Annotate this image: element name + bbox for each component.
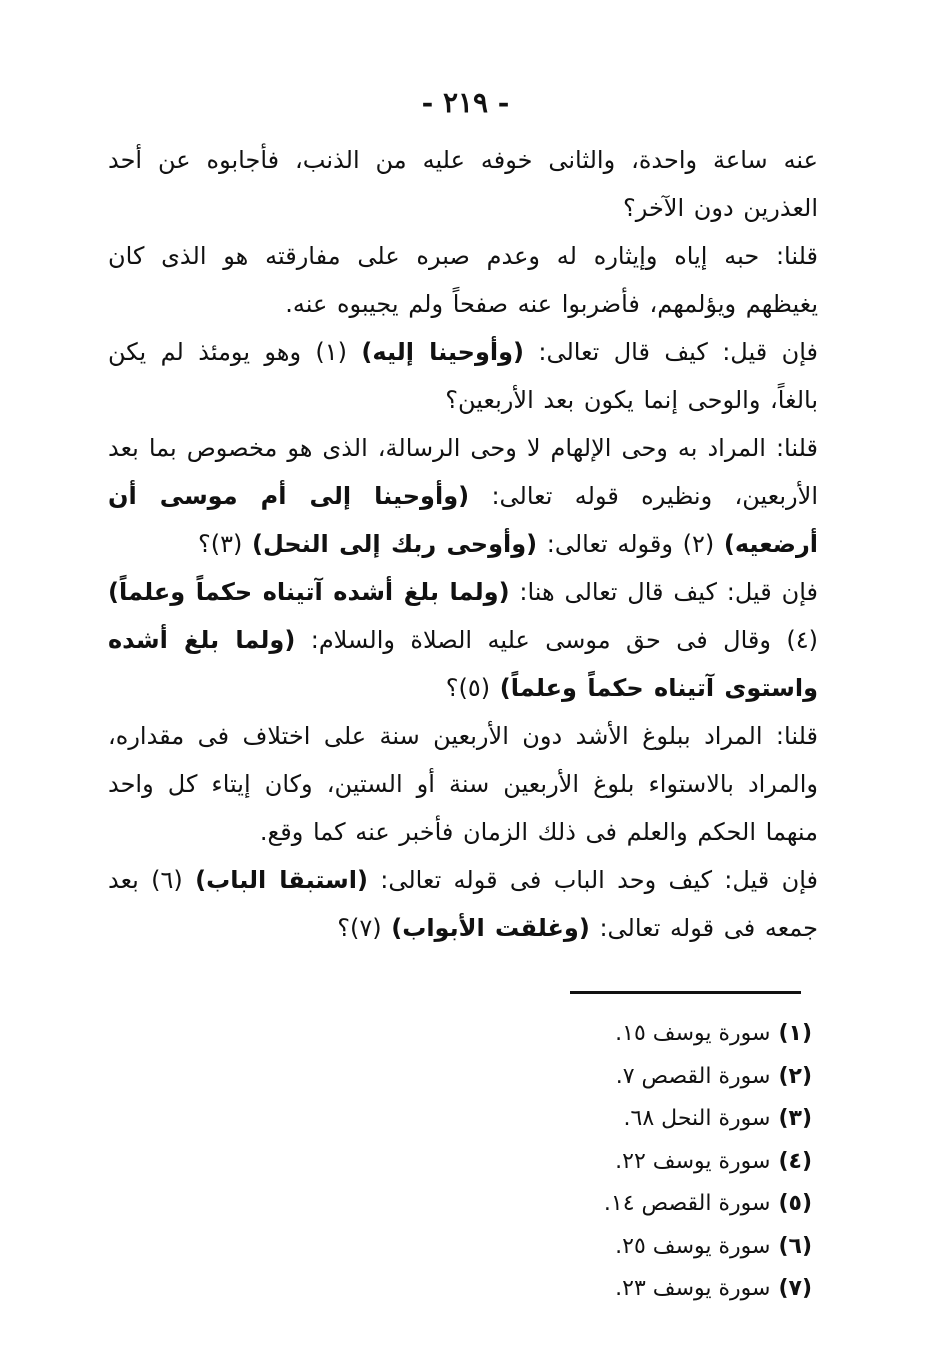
page-number: - ٢١٩ - — [421, 86, 510, 119]
text-run: فإن قيل: كيف وحد الباب فى قوله تعالى: — [367, 866, 818, 894]
footnote-text: سورة النحل ٦٨. — [623, 1106, 771, 1131]
footnote-number: (٤) — [778, 1148, 812, 1174]
footnote-separator — [570, 991, 801, 994]
footnote-number: (٦) — [778, 1233, 812, 1259]
footnote-text: سورة القصص ١٤. — [603, 1191, 771, 1216]
footnote-text: سورة يوسف ٢٣. — [615, 1276, 771, 1301]
quran-quote: (وأوحى ربك إلى النحل) — [252, 530, 538, 558]
footnote-text: سورة يوسف ٢٢. — [615, 1148, 771, 1174]
footnote-number: (١) — [778, 1021, 812, 1046]
footnote — [420, 1226, 812, 1269]
text-run: (٣)؟ — [198, 530, 253, 558]
text-run: (٢) وقوله تعالى: — [537, 530, 724, 558]
footnote — [420, 1013, 812, 1056]
paragraph — [108, 712, 818, 856]
text-run: (٤) وقال فى حق موسى عليه الصلاة والسلام: — [295, 626, 818, 654]
paragraph — [108, 856, 818, 952]
text-run: (٥)؟ — [445, 674, 500, 702]
text-run: قلنا: المراد ببلوغ الأشد دون الأربعين سنة على اختلاف فى مقداره، والمراد بالاستواء بلوغ الأربعين سنة أو الستين، وكان إيتاء كل واحد منهما الحكم والعلم فى ذلك الزمان فأخبر عنه كما وقع. — [108, 722, 818, 846]
footnote — [420, 1268, 812, 1311]
footnotes — [420, 1013, 812, 1311]
body-text — [108, 136, 818, 952]
footnote-text: سورة يوسف ٢٥. — [615, 1233, 771, 1259]
text-run: (١) وهو يومئذ لم يكن بالغاً، والوحى إنما يكون بعد الأربعين؟ — [108, 338, 818, 414]
paragraph — [108, 424, 818, 568]
paragraph — [108, 232, 818, 328]
footnote-text: سورة القصص ٧. — [615, 1063, 771, 1089]
paragraph — [108, 328, 818, 424]
footnote — [420, 1141, 812, 1184]
footnote-number: (٥) — [778, 1191, 812, 1216]
text-run: قلنا: المراد به وحى الإلهام لا وحى الرسالة، الذى هو مخصوص بما بعد الأربعين، ونظيره قوله تعالى: — [108, 434, 818, 510]
text-run: عنه ساعة واحدة، والثانى خوفه عليه من الذنب، فأجابوه عن أحد العذرين دون الآخر؟ — [108, 146, 818, 222]
quran-quote: (استبقا الباب) — [195, 866, 368, 894]
quran-quote: (ولما بلغ أشده آتيناه حكماً وعلماً) — [108, 578, 510, 606]
quran-quote: (وأوحينا إلى أم موسى أن أرضعيه) — [108, 482, 818, 558]
quran-quote: (وأوحينا إليه) — [361, 338, 525, 366]
quran-quote: (وغلقت الأبواب) — [391, 914, 590, 942]
footnote — [420, 1098, 812, 1141]
text-run: (٧)؟ — [337, 914, 392, 942]
text-run: فإن قيل: كيف قال تعالى هنا: — [509, 578, 819, 606]
paragraph — [108, 568, 818, 712]
footnote-text: سورة يوسف ١٥. — [615, 1021, 771, 1046]
quran-quote: (ولما بلغ أشده واستوى آتيناه حكماً وعلماً) — [108, 626, 818, 702]
footnote-number: (٢) — [778, 1063, 812, 1089]
text-run: فإن قيل: كيف قال تعالى: — [524, 338, 818, 366]
text-run: قلنا: حبه إياه وإيثاره له وعدم صبره على مفارقته هو الذى كان يغيظهم ويؤلمهم، فأضربوا عنه صفحاً ولم يجيبوه عنه. — [108, 242, 818, 318]
footnote — [420, 1183, 812, 1226]
footnote — [420, 1056, 812, 1099]
paragraph — [108, 136, 818, 232]
footnote-number: (٣) — [778, 1106, 812, 1131]
footnote-number: (٧) — [778, 1276, 812, 1301]
text-run: (٦) بعد جمعه فى قوله تعالى: — [108, 866, 818, 942]
